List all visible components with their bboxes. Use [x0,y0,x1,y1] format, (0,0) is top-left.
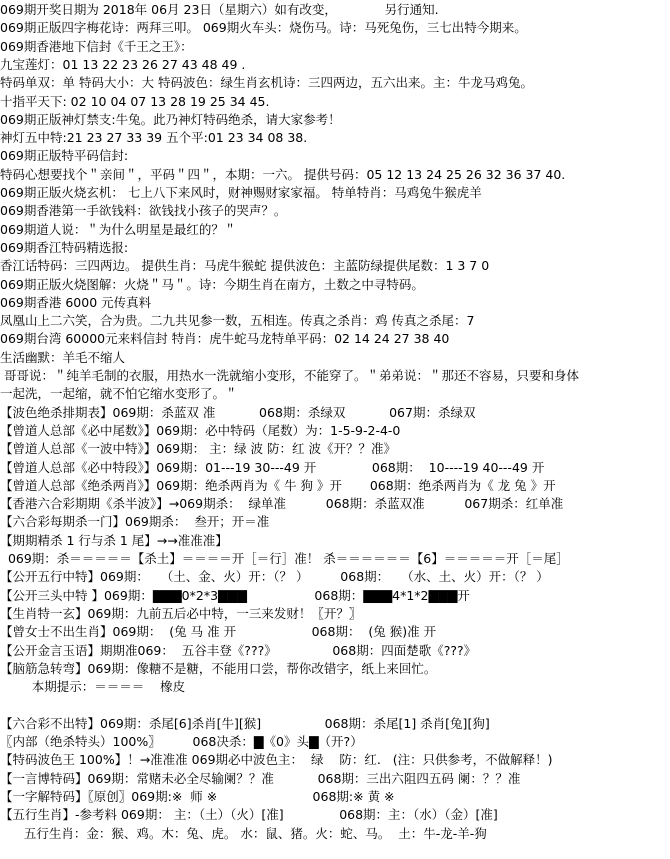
line-text: 【曾道人总部《绝杀两肖》】069期：绝杀两肖为《 牛 狗 》开 068期：绝杀两肖为《 龙 兔 》开 [0,477,556,493]
line-text: 【公开五行中特】069期： （土、金、火）开：（？ ） 068期： （水、土、火）开：（？ ） [0,569,549,585]
document-line [0,18,670,38]
document-line [0,641,670,661]
document-line [0,146,670,166]
line-text: 九宝莲灯：01 13 22 23 26 27 43 48 49 . [0,56,246,72]
line-text: 特码心想要找个＂亲间＂，平码＂四＂，本期：一六。 提供号码：05 12 13 24 25 26 32 36 37 40. [0,166,566,182]
line-text: 十指平天下: 02 10 04 07 13 28 19 25 34 45. [0,93,270,109]
document-line [0,714,670,734]
document-line [0,824,670,844]
document-line [0,732,670,752]
document-line [0,110,670,130]
line-text: 069期开奖日期为 2018年 06月 23日（星期六）如有改变， 另行通知. [0,2,439,17]
line-text: 神灯五中特:21 23 27 33 39 五个平:01 23 34 08 38. [0,130,308,146]
line-text: 069期香港第一手欲钱料：欲钱找小孩子的哭声？。 [0,203,287,219]
line-text: 【公开金言玉语】期期准069： 五谷丰登《???》 068期：四面楚歌《???》 [0,642,477,658]
line-text: 凤凰山上二六笑，合为贵。二九共见参一数，五相连。传真之杀肖：鸡 传真之杀尾：7 [0,313,475,329]
document-line [0,659,670,679]
document-line [0,549,670,569]
document-line [0,586,670,606]
line-text: 【特码波色王 100%】！→准准准 069期必中波色主： 绿 防：红. (注：只供参考，不做解释！) [0,752,553,768]
line-text: 【公开三头中特 】069期：▇▇▇0*2*3▇▇▇ 068期：▇▇▇4*1*2▇▇▇开 [0,587,470,603]
document-line [0,421,670,441]
line-text: 069期香港地下信封《千王之王》： [0,38,193,54]
document-line [0,73,670,93]
document-line [0,220,670,240]
document-line [0,55,670,75]
document-line [0,403,670,423]
line-text: 【脑筋急转弯】069期：像糖不是糖，不能用口尝，帮你改错字，纸上来回忙。 [0,660,437,676]
document-line [0,238,670,258]
document-line [0,384,670,404]
document-line [0,677,670,697]
line-text: 【期期精杀 1 行与杀 1 尾】→→准准准】 [0,532,228,548]
document-line [0,604,670,624]
line-text: 五行生肖：金：猴、鸡。木：兔、虎。 水：鼠、猪。火：蛇、马。 土：牛-龙-羊-狗 [0,825,487,841]
document-line [0,92,670,112]
document-line [0,805,670,825]
line-text: 【生肖特一玄】069期：九前五后必中特，一三来发财！〖开？〗 [0,605,362,621]
document-line [0,695,670,715]
document-line [0,476,670,496]
line-text: 069期正版神灯禁支:牛兔。此乃神灯特码绝杀，请大家参考！ [0,111,341,127]
line-text: 069期香港 6000 元传真料 [0,294,152,310]
line-text: 【六合彩每期杀一门】069期杀： 叁开；开＝准 [0,514,270,530]
line-text: 【曾道人总部《必中特段》】069期：01---19 30---49 开 068期： 10----19 40---49 开 [0,459,545,475]
line-text: 【香港六合彩期期《杀半波》】→069期杀： 绿单准 068期：杀蓝双准 067期杀：红单准 [0,496,564,512]
line-text: 香江话特码：三四两边。 提供生肖：马虎牛猴蛇 提供波色：主蓝防绿提供尾数：1 3 7 0 [0,258,490,274]
document-line [0,750,670,770]
line-text: 069期正版火烧玄机： 七上八下来风时，财神赐财家家福。 特单特肖：马鸡兔牛猴虎羊 [0,185,482,200]
line-text: 069期道人说：＂为什么明星是最红的？＂ [0,221,237,237]
document-line [0,293,670,313]
document-line [0,256,670,276]
document-line [0,366,670,386]
document-line [0,512,670,532]
line-text: 069期台湾 60000元来料信封 特肖：虎牛蛇马龙特单平码：02 14 24 27 38 40 [0,331,450,347]
document-line [0,165,670,185]
line-text: 【五行生肖】-参考料 069期： 主：（土）（火）[准] 068期：主：（水）（金）[准] [0,807,498,823]
document-line [0,787,670,807]
document-line [0,458,670,478]
document-line [0,567,670,587]
line-text: 069期正版火烧图解：火烧＂马＂。诗：今期生肖在南方，土数之中寻特码。 [0,276,424,292]
document-line [0,275,670,295]
document-line [0,494,670,514]
line-text: 【曾女士不出生肖】069期： (兔 马 准 开 068期： (兔 猴)准 开 [0,624,437,640]
line-text: 一起洗，一起缩，就不怕它缩水变形了。＂ [0,386,238,402]
document-line [0,37,670,57]
line-text: 069期香江特码精选报: [0,239,129,255]
document-line [0,201,670,221]
line-text: 069期正版特平码信封: [0,148,129,164]
document-line [0,348,670,368]
line-text: 【波色绝杀排期表】069期：杀蓝双 准 068期：杀绿双 067期：杀绿双 [0,404,476,420]
document-line [0,531,670,551]
line-text: 【曾道人总部《一波中特》】069期： 主：绿 波 防：红 波《开？？准》 [0,441,397,457]
line-text: 069期：杀＝＝＝＝＝【杀土】＝＝＝＝开［＝行］准！ 杀＝＝＝＝＝＝【6】＝＝＝＝＝开［＝尾］ [0,551,569,566]
line-text: 【一言博特码】069期：常赌未必全尽输阑？？准 068期：三出六阻四五码 阑：？？准 [0,770,521,786]
document-line [0,769,670,789]
line-text: 特码单双：单 特码大小：大 特码波色：绿生肖玄机诗：三四两边，五六出来。主：牛龙马鸡兔。 [0,75,533,91]
line-text: 【曾道人总部《必中尾数》】069期：必中特码（尾数）为：1-5-9-2-4-0 [0,422,401,438]
line-text: 〖内部（绝杀特头）100%〗 068决杀：▇《0》头▇（开?） [0,734,363,749]
line-text: 【六合彩不出特】069期：杀尾[6]杀肖[牛][猴] 068期：杀尾[1] 杀肖[兔][狗] [0,715,490,731]
document-line [0,439,670,459]
document-line [0,329,670,349]
document-line [0,183,670,203]
line-text: 069期正版四字梅花诗：两拜三叩。 069期火车头：烧伤马。诗：马死兔伤，三七出特今期来。 [0,20,527,36]
document-line [0,128,670,148]
line-text: 【一字解特码】〖原创〗069期:※ 师 ※ 068期:※ 黄 ※ [0,788,395,804]
line-text: 本期提示：＝＝＝＝ 橡皮 [0,679,186,695]
document-line [0,0,670,20]
line-text: 生活幽默：羊毛不缩人 [0,349,126,365]
document-line [0,622,670,642]
line-text: 哥哥说：＂纯羊毛制的衣服，用热水一洗就缩小变形，不能穿了。＂弟弟说：＂那还不容易，只要和身体 [0,368,579,383]
document-line [0,311,670,331]
